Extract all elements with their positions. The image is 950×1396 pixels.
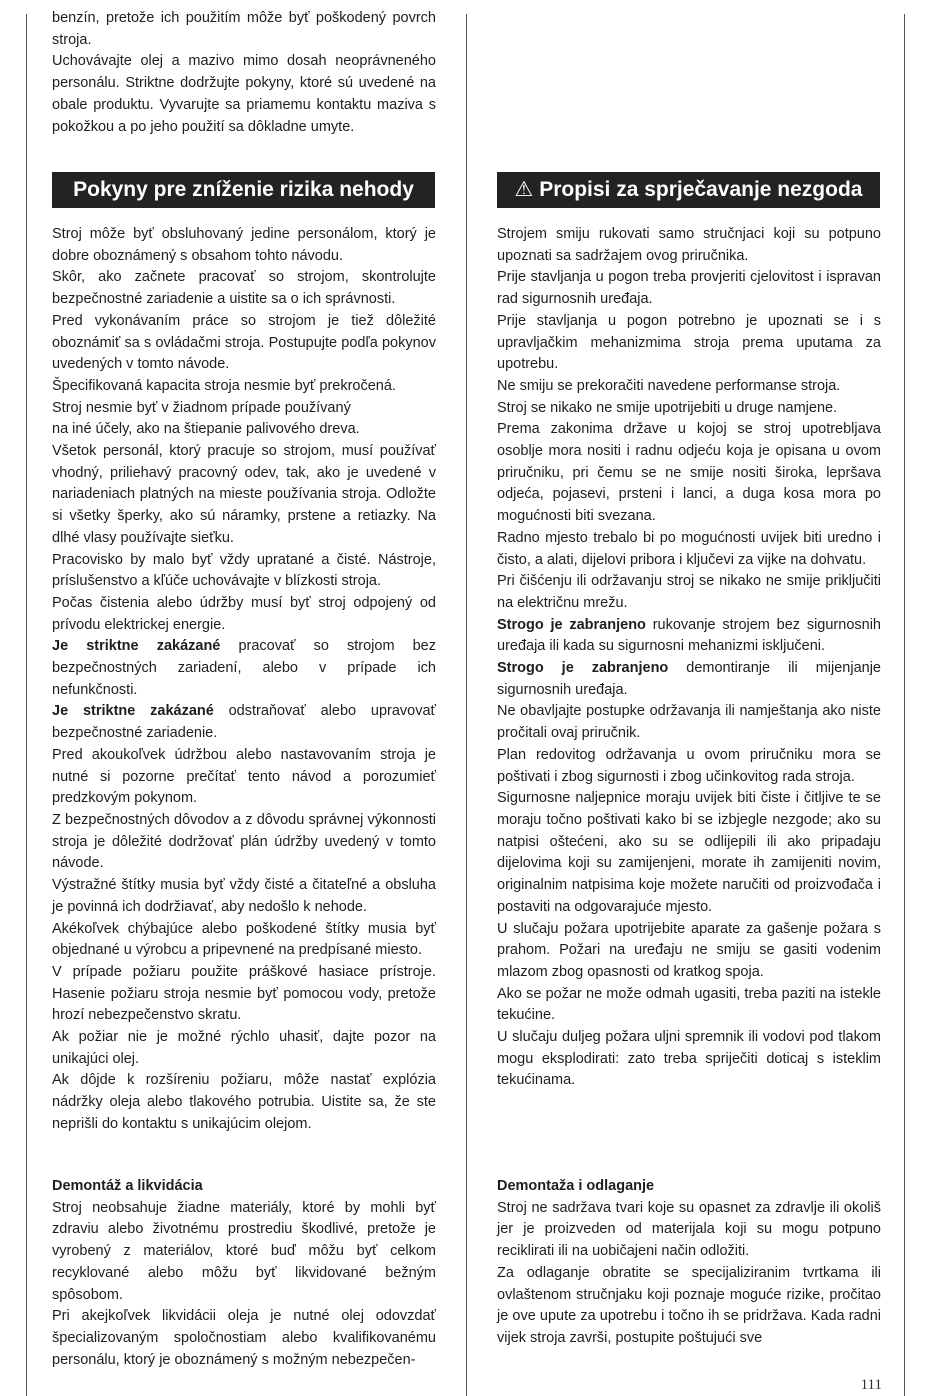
paragraph xyxy=(52,701,436,744)
paragraph-text: Prije stavljanja u pogon potrebno je upoznati se i s upravljačkim mehanizmima stroja prema uputama za upotrebu. xyxy=(497,312,881,373)
paragraph xyxy=(497,311,881,376)
center-divider-rule xyxy=(466,14,467,1396)
paragraph-text: Radno mjesto trebalo bi po mogućnosti uvijek biti uredno i čisto, a alati, dijelovi pribora i ključevi za vijke na dohvatu. xyxy=(497,529,881,568)
paragraph xyxy=(52,267,436,310)
safety-heading-sk-text: Pokyny pre zníženie rizika nehody xyxy=(73,178,414,201)
paragraph xyxy=(497,788,881,918)
safety-heading-hr-text: Propisi za sprječavanje nezgoda xyxy=(539,178,863,201)
paragraph-text: Ak dôjde k rozšíreniu požiaru, môže nastať explózia nádržky oleja alebo tlakového potrubia. Uistite sa, že ste neprišli do kontaktu s unikajúcim olejom. xyxy=(52,1072,436,1132)
paragraph-text: Počas čistenia alebo údržby musí byť stroj odpojený od prívodu elektrickej energie. xyxy=(52,594,436,633)
paragraph xyxy=(497,745,881,788)
disposal-section-hr xyxy=(497,1176,881,1350)
paragraph xyxy=(52,311,436,376)
paragraph-text: Pred vykonávaním práce so strojom je tiež dôležité oboznámiť sa s ovládačmi stroja. Postupujte podľa pokynov uvedených v tomto návode. xyxy=(52,312,436,373)
paragraph-text: Sigurnosne naljepnice moraju uvijek biti čiste i čitljive te se moraju točno poštivati kako bi se izbjegle nezgode; ako su natpisi oštećeni, ako su se odlijepili ili ako pripadaju dijelovima koji su zamijenjeni, morate ih zamijeniti novim, originalnim natpisima koje možete naručiti od proizvođača i postaviti na odgovarajuće mjesto. xyxy=(497,790,881,915)
paragraph-text: Ak požiar nie je možné rýchlo uhasiť, dajte pozor na unikajúci olej. xyxy=(52,1029,436,1067)
paragraph-text: Akékoľvek chýbajúce alebo poškodené štítky musia byť objednané u výrobcu a pripevnené na predpísané miesto. xyxy=(52,920,436,959)
safety-text-sk xyxy=(52,224,436,1136)
paragraph xyxy=(497,398,881,420)
paragraph-text: Stroj se nikako ne smije upotrijebiti u druge namjene. xyxy=(497,399,838,416)
emphasis: Je striktne zakázané xyxy=(52,638,221,655)
safety-text-hr xyxy=(497,224,881,1092)
paragraph-text: Pred akoukoľvek údržbou alebo nastavovaním stroja je nutné si pozorne prečítať tento návod a porozumieť predzkovým pokynom. xyxy=(52,746,436,807)
paragraph-text: na iné účely, ako na štiepanie palivového dreva. xyxy=(52,421,360,438)
paragraph-text: Strojem smiju rukovati samo stručnjaci koji su potpuno upoznati sa sadržajem ovog priručnika. xyxy=(497,226,881,264)
paragraph-text: odstraňovať alebo upravovať bezpečnostné zariadenie. xyxy=(52,703,436,742)
paragraph-text: Prema zakonima države u kojoj se stroj upotrebljava osoblje mora nositi i radnu odjeću koja je opisana u ovom priručniku, pri čemu se ne smije nositi široka, lepršava odjeća, pojasevi, prsteni i lanci, a duga kosa mora po mogućnosti biti svezana. xyxy=(497,421,881,525)
paragraph xyxy=(52,745,436,810)
paragraph xyxy=(52,1070,436,1135)
paragraph xyxy=(52,810,436,875)
disposal-heading-sk: Demontáž a likvidácia xyxy=(52,1178,203,1194)
paragraph: benzín, pretože ich použitím môže byť poškodený povrch stroja. xyxy=(52,10,436,48)
left-intro xyxy=(52,8,436,138)
paragraph xyxy=(52,593,436,636)
paragraph: Stroj neobsahuje žiadne materiály, ktoré by mohli byť zdraviu alebo životnému prostrediu škodlivé, pretože je vyrobený z materiálov, ktoré buď môžu byť celkom recyklované alebo môžu byť likvidované bežným spôsobom. xyxy=(52,1199,436,1303)
paragraph-text: rukovanje strojem bez sigurnosnih uređaja ili kada su sigurnosni mehanizmi isključeni. xyxy=(497,616,881,655)
paragraph xyxy=(52,376,436,398)
paragraph-text: Pracovisko by malo byť vždy upratané a čisté. Nástroje, príslušenstvo a kľúče uchovávajte v blízkosti stroja. xyxy=(52,551,436,590)
paragraph xyxy=(52,1027,436,1070)
paragraph-text: Pri čišćenju ili održavanju stroj se nikako ne smije priključiti na električnu mrežu. xyxy=(497,573,881,611)
paragraph-text: U slučaju požara upotrijebite aparate za gašenje požara s prahom. Požari na uređaju ne smiju se gasiti vodenim mlazom zbog opasnosti od kratkog spoja. xyxy=(497,920,881,980)
paragraph xyxy=(497,984,881,1027)
paragraph xyxy=(497,615,881,658)
paragraph-text: Skôr, ako začnete pracovať so strojom, skontrolujte bezpečnostné zariadenie a uistite sa o ich správnosti. xyxy=(52,269,436,308)
paragraph-text: Stroj môže byť obsluhovaný jedine personálom, ktorý je dobre oboznámený s obsahom tohto návodu. xyxy=(52,226,436,264)
emphasis: Je striktne zakázané xyxy=(52,703,214,720)
paragraph-text: Z bezpečnostných dôvodov a z dôvodu správnej výkonnosti stroja je dôležité dodržovať plán údržby uvedený v tomto návode. xyxy=(52,811,436,872)
paragraph xyxy=(52,919,436,962)
paragraph xyxy=(497,919,881,984)
paragraph: Stroj ne sadržava tvari koje su opasnet za zdravlje ili okoliš jer je proizveden od materijala koji su mogu potpuno reciklirati ili na uobičajeni način odložiti. xyxy=(497,1199,881,1260)
paragraph xyxy=(497,376,881,398)
paragraph-text: Špecifikovaná kapacita stroja nesmie byť prekročená. xyxy=(52,377,396,394)
paragraph-text: Ne obavljajte postupke održavanja ili namještanja ako niste pročitali ovaj priručnik. xyxy=(497,703,881,742)
safety-heading-sk xyxy=(52,172,435,208)
paragraph: Pri akejkoľvek likvidácii oleja je nutné olej odovzdať špecializovaným spoločnostiam alebo kvalifikovanému personálu, ktorý je oboznámený s možným nebezpečen- xyxy=(52,1308,436,1368)
paragraph xyxy=(52,875,436,918)
paragraph xyxy=(52,398,436,420)
paragraph xyxy=(52,550,436,593)
paragraph: Za odlaganje obratite se specijaliziranim tvrtkama ili ovlaštenom stručnjaku koji poznaje moguće rizike, pročitao je ove upute za upotrebu i točno ih se pridržava. Kada radni vijek stroja završi, postupite poštujući sve xyxy=(497,1264,881,1346)
disposal-section-sk xyxy=(52,1176,436,1371)
paragraph xyxy=(497,267,881,310)
paragraph xyxy=(52,419,436,441)
paragraph-text: Výstražné štítky musia byť vždy čisté a čitateľné a obsluha je povinná ich dodržiavať, aby nedošlo k nehode. xyxy=(52,877,436,915)
paragraph: Uchovávajte olej a mazivo mimo dosah neoprávneného personálu. Striktne dodržujte pokyny, ktoré sú uvedené na obale produktu. Vyvarujte sa priamemu kontaktu maziva s pokožkou a po jeho použití sa dôkladne umyte. xyxy=(52,53,436,135)
disposal-heading-hr: Demontaža i odlaganje xyxy=(497,1178,655,1194)
paragraph xyxy=(497,224,881,267)
right-margin-rule xyxy=(904,14,905,1396)
paragraph xyxy=(497,419,881,528)
paragraph-text: Prije stavljanja u pogon treba provjeriti cjelovitost i ispravan rad sigurnosnih uređaja. xyxy=(497,269,881,308)
emphasis: Strogo je zabranjeno xyxy=(497,660,669,677)
paragraph xyxy=(497,658,881,701)
paragraph xyxy=(52,962,436,1027)
paragraph xyxy=(52,224,436,267)
paragraph-text: pracovať so strojom bez bezpečnostných zariadení, alebo v prípade ich nefunkčnosti. xyxy=(52,638,436,698)
paragraph-text: V prípade požiaru použite práškové hasiace prístroje. Hasenie požiaru stroja nesmie byť pomocou vody, pretože hrozí nebezpečenstvo skratu. xyxy=(52,963,436,1024)
paragraph xyxy=(497,701,881,744)
left-margin-rule xyxy=(26,14,27,1396)
page-number: 111 xyxy=(860,1377,882,1393)
paragraph xyxy=(497,528,881,571)
paragraph-text: Ako se požar ne može odmah ugasiti, treba paziti na istekle tekućine. xyxy=(497,985,881,1024)
paragraph xyxy=(52,636,436,701)
paragraph-text: Všetok personál, ktorý pracuje so strojom, musí používať vhodný, priliehavý pracovný odev, tak, ako je uvedené v nariadeniach platných na mieste používania stroja. Odložte si všetky šperky, ako sú náramky, prstene a retiazky. Na dlhé vlasy používajte sieťku. xyxy=(52,443,436,546)
paragraph-text: Ne smiju se prekoračiti navedene performanse stroja. xyxy=(497,377,841,394)
warning-triangle-icon: ⚠ xyxy=(514,178,534,201)
paragraph-text: demontiranje ili mijenjanje sigurnosnih uređaja. xyxy=(497,660,881,698)
paragraph-text: U slučaju duljeg požara uljni spremnik ili vodovi pod tlakom mogu eksplodirati: zato treba spriječiti doticaj s isteklim tekućinama. xyxy=(497,1029,881,1089)
paragraph xyxy=(52,441,436,550)
safety-heading-hr xyxy=(497,172,880,208)
paragraph xyxy=(497,1027,881,1092)
emphasis: Strogo je zabranjeno xyxy=(497,616,646,633)
paragraph-text: Plan redovitog održavanja u ovom priručniku mora se poštivati i zbog sigurnosti i zbog učinkovitog rada stroja. xyxy=(497,746,881,785)
paragraph-text: Stroj nesmie byť v žiadnom prípade používaný xyxy=(52,399,351,416)
paragraph xyxy=(497,571,881,614)
